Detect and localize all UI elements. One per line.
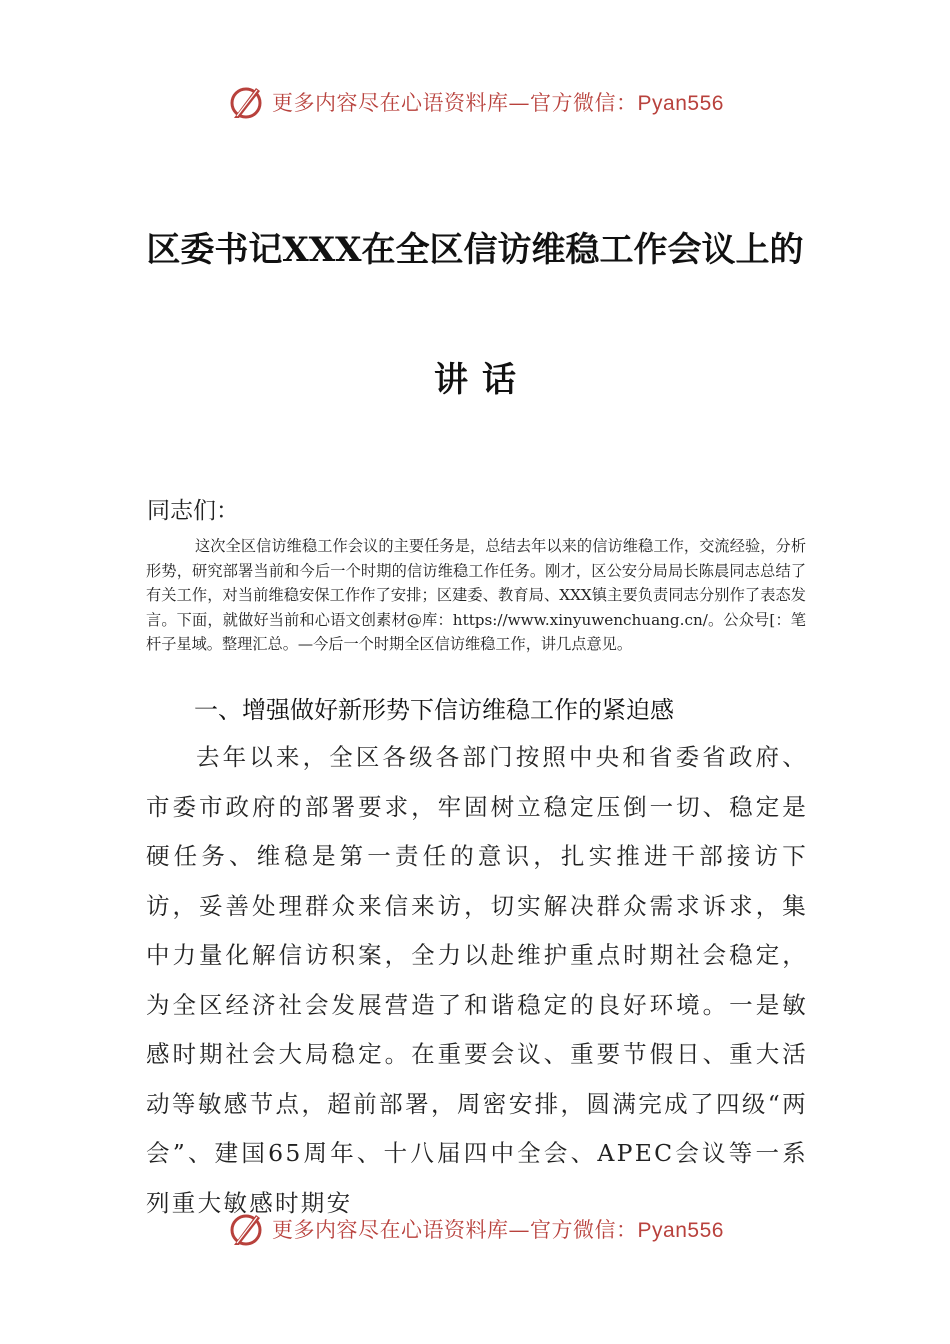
body-paragraph: 去年以来，全区各级各部门按照中央和省委省政府、市委市政府的部署要求，牢固树立稳定压倒一切、稳定是硬任务、维稳是第一责任的意识，扎实推进干部接访下访，妥善处理群众来信来访，切实解决群众需求诉求，集中力量化解信访积案，全力以赴维护重点时期社会稳定，为全区经济社会发展营造了和谐稳定的良好环境。一是敏感时期社会大局稳定。在重要会议、重要节假日、重大活动等敏感节点，超前部署，周密安排，圆满完成了四级“两会”、建国65周年、十八届四中全会、APEC会议等一系列重大敏感时期安 [146,743,808,1217]
document-title-continued: 讲话 [434,360,530,400]
quill-logo-icon [226,1209,266,1249]
watermark-banner-bottom [0,1207,950,1251]
watermark-text: 更多内容尽在心语资料库—官方微信：Pyan556 [272,1218,724,1242]
document-title: 区委书记XXX在全区信访维稳工作会议上的 [146,230,804,270]
intro-paragraph: 这次全区信访维稳工作会议的主要任务是，总结去年以来的信访维稳工作，交流经验，分析形势，研究部署当前和今后一个时期的信访维稳工作任务。刚才，区公安分局局长陈晨同志总结了有关工作，对当前维稳安保工作作了安排；区建委、教育局、XXX镇主要负责同志分别作了表态发言。下面，就做好当前和心语文创素材@库：https://www.xinyuwenchuang.cn/。公众号[：笔杆子星域。整理汇总。—今后一个时期全区信访维稳工作，讲几点意见。 [146,537,806,653]
salutation: 同志们： [147,498,239,524]
watermark-text: 更多内容尽在心语资料库—官方微信：Pyan556 [272,91,724,115]
quill-logo-icon [226,82,266,122]
section-heading: 一、增强做好新形势下信访维稳工作的紧迫感 [194,696,674,724]
watermark-banner-top [0,80,950,124]
